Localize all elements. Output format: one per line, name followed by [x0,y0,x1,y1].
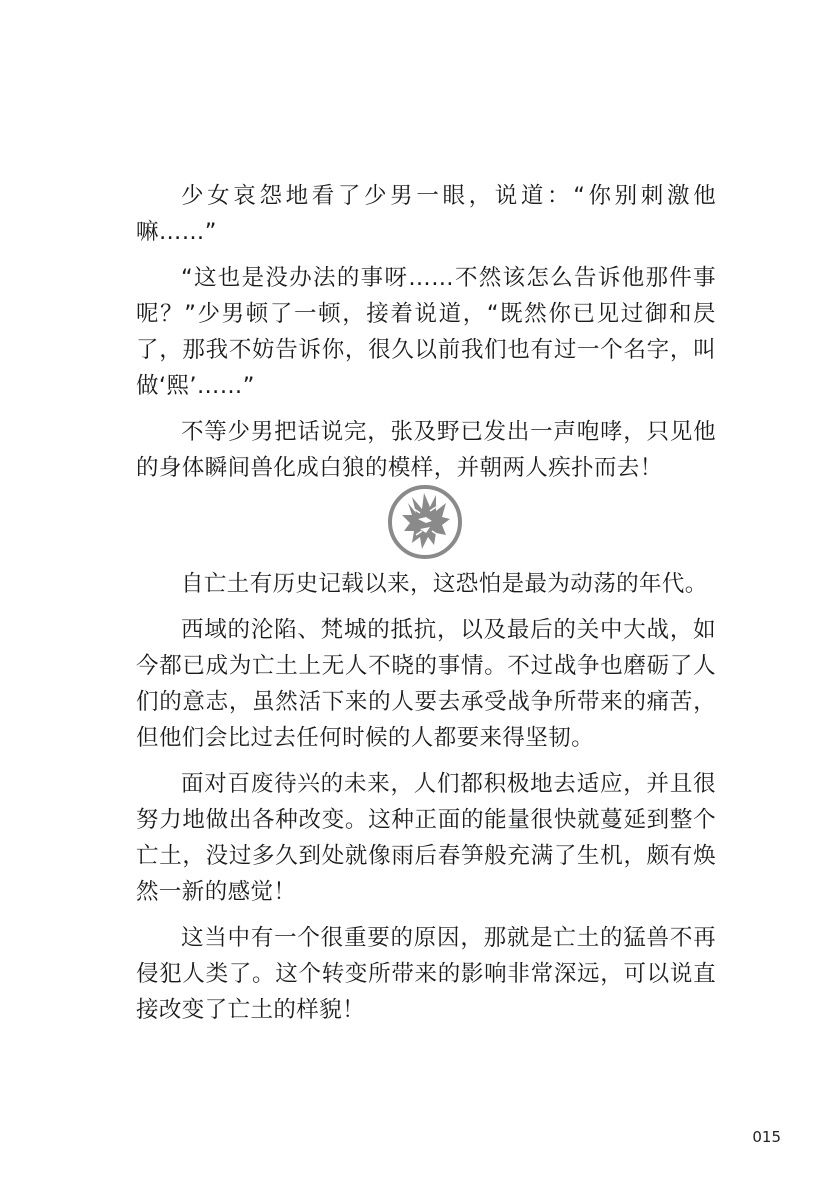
paragraph: 自亡土有历史记载以来，这恐怕是最为动荡的年代。 [181,571,708,597]
paragraph: 面对百废待兴的未来，人们都积极地去适应，并且很努力地做出各种改变。这种正面的能量很快就蔓延到整个亡土，没过多久到处就像雨后春笋般充满了生机，颇有焕然一新的感觉！ [136,771,716,905]
paragraph: 少女哀怨地看了少男一眼，说道：“你别刺激他嘛……” [136,183,716,245]
text-section-after-ornament [136,566,716,1028]
paragraph: “这也是没办法的事呀……不然该怎么告诉他那件事呢？”少男顿了一顿，接着说道，“既然你已见过御和昃了，那我不妨告诉你，很久以前我们也有过一个名字，叫做‘熙’……” [136,265,716,399]
text-section-before-ornament [136,178,716,486]
paragraph: 不等少男把话说完，张及野已发出一声咆哮，只见他的身体瞬间兽化成白狼的模样，并朝两人疾扑而去！ [136,419,716,481]
page-number: 015 [752,1128,781,1146]
wolf-head-emblem-icon [386,483,464,561]
paragraph: 这当中有一个很重要的原因，那就是亡土的猛兽不再侵犯人类了。这个转变所带来的影响非常深远，可以说直接改变了亡土的样貌！ [136,925,716,1023]
paragraph: 西域的沦陷、梵城的抵抗，以及最后的关中大战，如今都已成为亡土上无人不晓的事情。不过战争也磨砺了人们的意志，虽然活下来的人要去承受战争所带来的痛苦，但他们会比过去任何时候的人都要来得坚韧。 [136,617,716,751]
